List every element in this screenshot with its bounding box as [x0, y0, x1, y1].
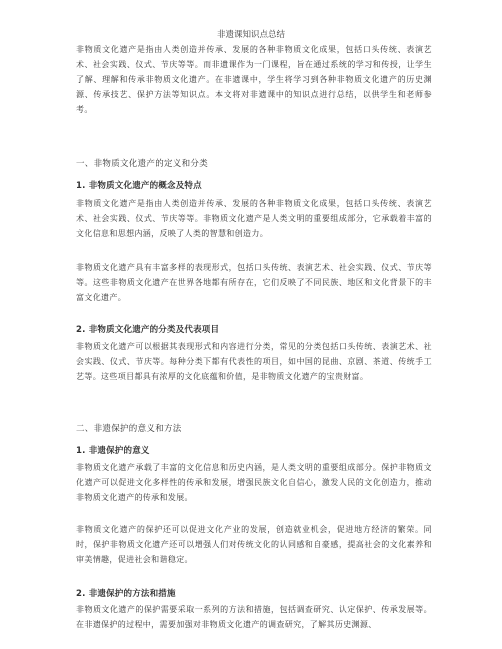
paragraph-1-2-a: 非物质文化遗产可以根据其表现形式和内容进行分类，常见的分类包括口头传统、表演艺术、社会实践、仪式、节庆等。每种分类下都有代表性的项目，如中国的昆曲、京剧、茶道、传统手工艺等。这些项目都具有浓厚的文化底蕴和价值，是非物质文化遗产的宝贵财富。	[76, 342, 432, 381]
document-title: 非遗课知识点总结	[216, 30, 285, 40]
paragraph-2-1-a: 非物质文化遗产承载了丰富的文化信息和历史内涵，是人类文明的重要组成部分。保护非物质文化遗产可以促进文化多样性的传承和发展，增强民族文化自信心，激发人民的文化创造力，推动非物质文化遗产的传承和发展。	[76, 463, 432, 502]
section-heading-2: 二、非遗保护的意义和方法	[76, 424, 182, 434]
section-heading-1: 一、非物质文化遗产的定义和分类	[76, 159, 209, 169]
paragraph-1-1-a: 非物质文化遗产是指由人类创造并传承、发展的各种非物质文化成果，包括口头传统、表演艺术、社会实践、仪式、节庆等等。非物质文化遗产是人类文明的重要组成部分，它承载着丰富的文化信息和思想内涵，反映了人类的智慧和创造力。	[76, 199, 432, 238]
paragraph-1-1-b: 非物质文化遗产具有丰富多样的表现形式，包括口头传统、表演艺术、社会实践、仪式、节庆等等。这些非物质文化遗产在世界各地都有所存在，它们反映了不同民族、地区和文化背景下的丰富文化遗产。	[76, 263, 432, 302]
subsection-heading-1-1: 1. 非物质文化遗产的概念及特点	[76, 181, 202, 191]
subsection-heading-2-2: 2. 非遗保护的方法和措施	[76, 589, 176, 599]
subsection-heading-1-2: 2. 非物质文化遗产的分类及代表项目	[76, 325, 220, 335]
intro-paragraph: 非物质文化遗产是指由人类创造并传承、发展的各种非物质文化成果，包括口头传统、表演艺术、社会实践、仪式、节庆等等。而非遗课作为一门课程，旨在通过系统的学习和传授，让学生了解、理解和传承非物质文化遗产。在非遗课中，学生将学习到各种非物质文化遗产的历史渊源、传承技艺、保护方法等知识点。本文将对非遗课中的知识点进行总结，以供学生和老师参考。	[76, 45, 432, 114]
paragraph-2-1-b: 非物质文化遗产的保护还可以促进文化产业的发展，创造就业机会，促进地方经济的繁荣。同时，保护非物质文化遗产还可以增强人们对传统文化的认同感和自豪感，提高社会的文化素养和审美情趣，促进社会和谐稳定。	[76, 525, 432, 564]
subsection-heading-2-1: 1. 非遗保护的意义	[76, 446, 150, 456]
paragraph-2-2-a: 非物质文化遗产的保护需要采取一系列的方法和措施，包括调查研究、认定保护、传承发展等。在非遗保护的过程中，需要加强对非物质文化遗产的调查研究，了解其历史渊源、	[76, 605, 432, 629]
